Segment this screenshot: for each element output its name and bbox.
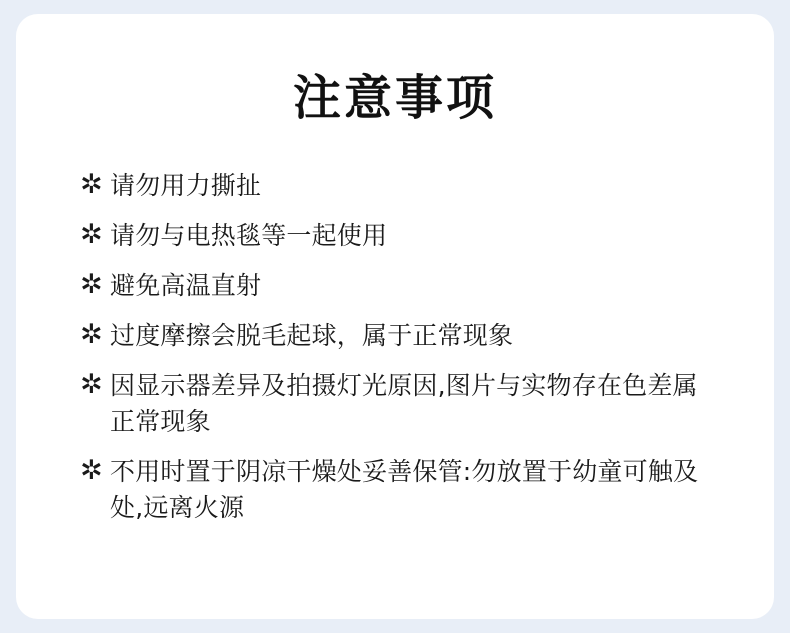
list-item-text: 不用时置于阴凉干燥处妥善保管:勿放置于幼童可触及处,远离火源 [110, 456, 699, 522]
list-item [80, 268, 720, 304]
page-title: 注意事项 [292, 70, 497, 126]
list-item [80, 218, 720, 254]
asterisk-bullet-icon: ✲ [80, 168, 103, 200]
asterisk-bullet-icon: ✲ [80, 218, 103, 250]
notice-list [64, 168, 726, 526]
notice-card [16, 14, 774, 619]
list-item-text: 请勿与电热毯等一起使用 [110, 220, 388, 250]
list-item-text: 避免高温直射 [110, 270, 262, 300]
asterisk-bullet-icon: ✲ [80, 268, 103, 300]
list-item [80, 454, 720, 526]
list-item [80, 318, 720, 354]
list-item-text: 因显示器差异及拍摄灯光原因,图片与实物存在色差属正常现象 [110, 370, 698, 436]
list-item [80, 368, 720, 440]
asterisk-bullet-icon: ✲ [80, 368, 103, 400]
list-item-text: 过度摩擦会脱毛起球，属于正常现象 [110, 320, 514, 350]
list-item-text: 请勿用力撕扯 [110, 170, 262, 200]
asterisk-bullet-icon: ✲ [80, 454, 103, 486]
asterisk-bullet-icon: ✲ [80, 318, 103, 350]
list-item [80, 168, 720, 204]
